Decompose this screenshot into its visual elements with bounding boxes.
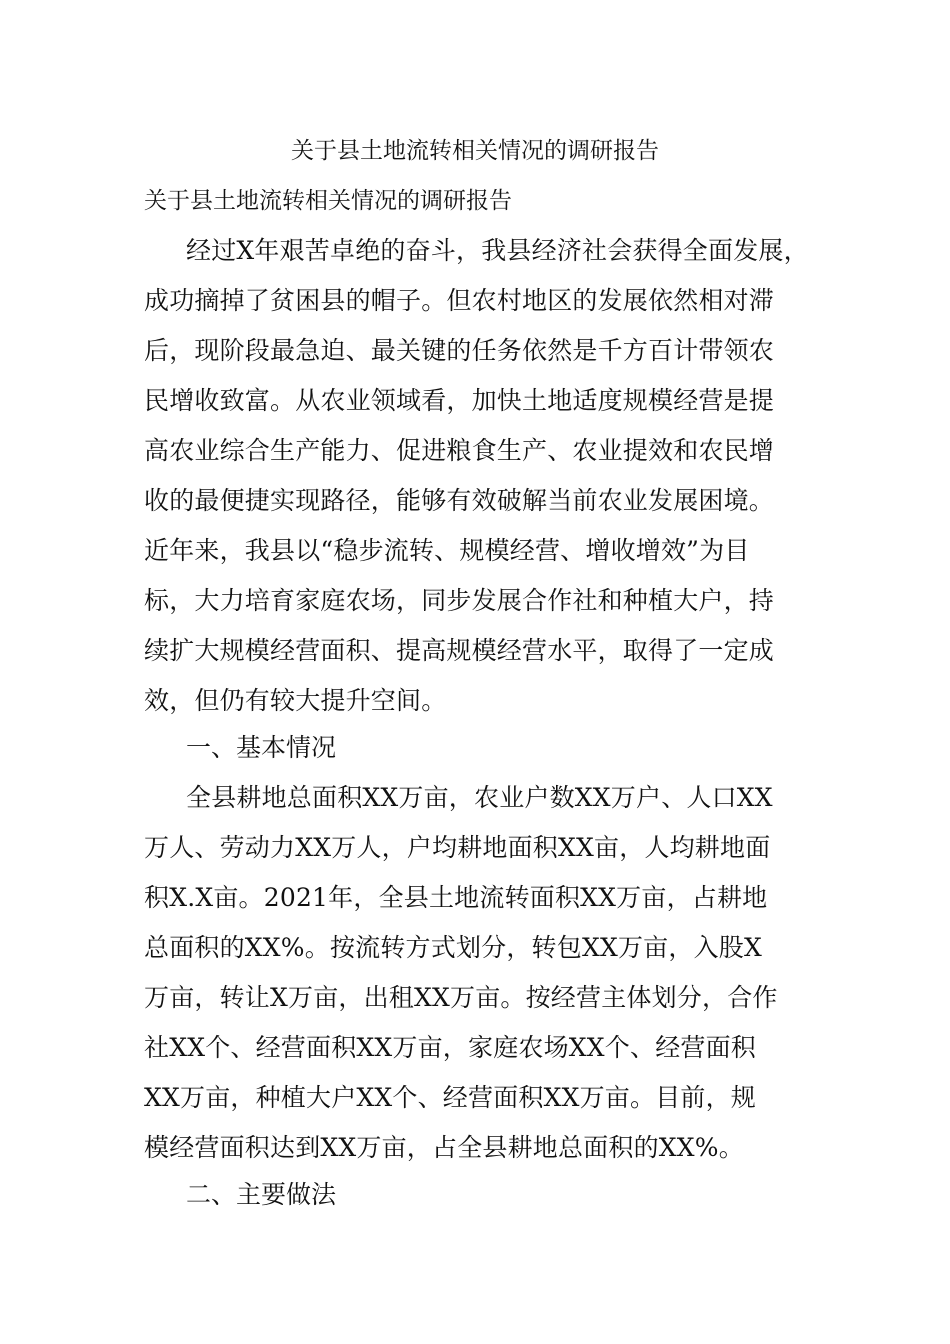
intro-paragraph <box>144 226 834 726</box>
section-heading-basic: 一、基本情况 <box>186 733 337 762</box>
document-title: 关于县土地流转相关情况的调研报告 <box>291 138 659 164</box>
paragraph-line: 效，但仍有较大提升空间。 <box>144 686 447 715</box>
paragraph-line: 标，大力培育家庭农场，同步发展合作社和种植大户，持 <box>144 586 775 615</box>
paragraph-line: 积X.X亩。2021年，全县土地流转面积XX万亩，占耕地 <box>144 883 768 912</box>
paragraph-line: 社XX个、经营面积XX万亩，家庭农场XX个、经营面积 <box>144 1033 756 1062</box>
paragraph-line: 近年来，我县以“稳步流转、规模经营、增收增效”为目 <box>144 536 750 565</box>
paragraph-line: 民增收致富。从农业领域看，加快土地适度规模经营是提 <box>144 386 775 415</box>
paragraph-line: 万亩，转让X万亩，出租XX万亩。按经营主体划分，合作 <box>144 983 778 1012</box>
paragraph-line: 经过X年艰苦卓绝的奋斗，我县经济社会获得全面发展， <box>186 236 809 265</box>
paragraph-line: 全县耕地总面积XX万亩，农业户数XX万户、人口XX <box>186 783 773 812</box>
paragraph-line: 后，现阶段最急迫、最关键的任务依然是千方百计带领农 <box>144 336 775 365</box>
paragraph-line: 收的最便捷实现路径，能够有效破解当前农业发展困境。 <box>144 486 775 515</box>
paragraph-line: 总面积的XX%。按流转方式划分，转包XX万亩，入股X <box>144 933 762 962</box>
section-heading-main-practices: 二、主要做法 <box>186 1180 337 1209</box>
paragraph-line: 万人、劳动力XX万人，户均耕地面积XX亩，人均耕地面 <box>144 833 771 862</box>
paragraph-line: 续扩大规模经营面积、提高规模经营水平，取得了一定成 <box>144 636 775 665</box>
paragraph-line: 模经营面积达到XX万亩，占全县耕地总面积的XX%。 <box>144 1133 744 1162</box>
paragraph-line: 成功摘掉了贫困县的帽子。但农村地区的发展依然相对滞 <box>144 286 775 315</box>
basic-situation-paragraph <box>144 773 834 1173</box>
paragraph-line: 高农业综合生产能力、促进粮食生产、农业提效和农民增 <box>144 436 775 465</box>
paragraph-line: XX万亩，种植大户XX个、经营面积XX万亩。目前，规 <box>144 1083 756 1112</box>
document-subtitle: 关于县土地流转相关情况的调研报告 <box>144 188 512 214</box>
